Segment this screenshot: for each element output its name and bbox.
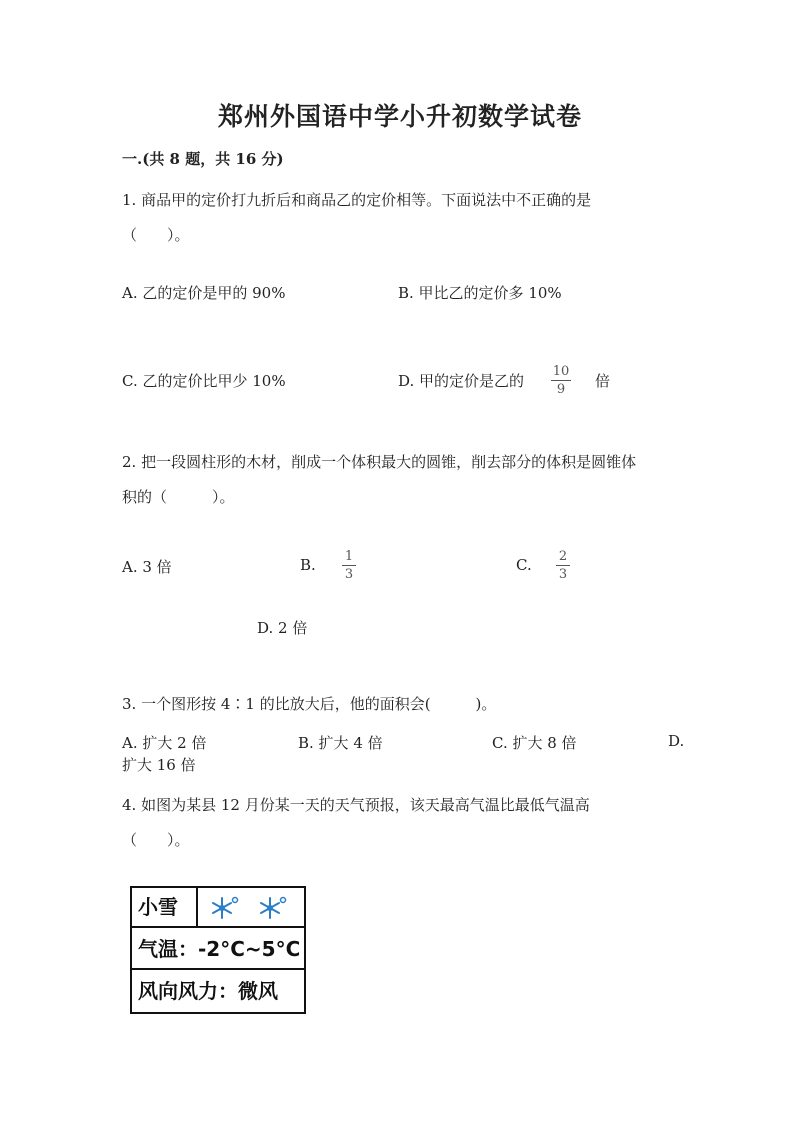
q2-option-b-fraction <box>342 549 356 582</box>
q2-option-a: A. 3 倍 <box>122 558 172 576</box>
q3-option-d-label: D. <box>668 732 685 750</box>
q3-option-a: A. 扩大 2 倍 <box>122 734 207 752</box>
q4-stem-line1: 4. 如图为某县 12 月份某一天的天气预报，该天最高气温比最低气温高 <box>122 796 590 814</box>
weather-wind: 风向风力：微风 <box>138 979 278 1003</box>
fraction-denominator: 3 <box>558 567 568 582</box>
fraction-numerator: 1 <box>344 549 354 564</box>
weather-temperature: 气温：-2°C~5°C <box>138 937 301 961</box>
page-title: 郑州外国语中学小升初数学试卷 <box>217 102 582 131</box>
q2-stem-line2: 积的（ ）。 <box>122 488 235 506</box>
q1-option-c: C. 乙的定价比甲少 10% <box>122 372 286 390</box>
fraction-bar <box>551 380 571 381</box>
weather-icons <box>200 888 304 926</box>
q3-option-d-text: 扩大 16 倍 <box>122 756 196 774</box>
snowflake-icon <box>208 894 240 922</box>
q1-option-d: D. 甲的定价是乙的 <box>398 372 525 390</box>
q1-stem-line2: （ ）。 <box>122 226 190 244</box>
fraction-denominator: 9 <box>556 382 566 397</box>
snowflake-icon <box>256 894 288 922</box>
q3-option-b: B. 扩大 4 倍 <box>298 734 383 752</box>
weather-forecast-card <box>130 886 306 1014</box>
weather-row-condition <box>132 888 304 928</box>
q2-option-d: D. 2 倍 <box>257 619 308 637</box>
q2-option-c-fraction <box>556 549 570 582</box>
q1-stem-line1: 1. 商品甲的定价打九折后和商品乙的定价相等。下面说法中不正确的是 <box>122 191 592 209</box>
q1-option-d-fraction <box>551 364 571 397</box>
section-heading: 一.(共 8 题，共 16 分) <box>122 150 284 168</box>
fraction-denominator: 3 <box>344 567 354 582</box>
q1-option-d-suffix: 倍 <box>595 372 611 390</box>
q2-option-b: B. <box>300 556 316 574</box>
q3-stem: 3. 一个图形按 4∶1 的比放大后，他的面积会( )。 <box>122 695 497 713</box>
fraction-bar <box>342 565 356 566</box>
weather-row-temperature <box>132 928 304 970</box>
q2-stem-line1: 2. 把一段圆柱形的木材，削成一个体积最大的圆锥，削去部分的体积是圆锥体 <box>122 453 637 471</box>
q2-option-c: C. <box>516 556 532 574</box>
fraction-bar <box>556 565 570 566</box>
weather-condition-label: 小雪 <box>132 888 198 926</box>
q1-option-b: B. 甲比乙的定价多 10% <box>398 284 562 302</box>
q3-option-c: C. 扩大 8 倍 <box>492 734 577 752</box>
weather-row-wind <box>132 970 304 1012</box>
q1-option-a: A. 乙的定价是甲的 90% <box>122 284 286 302</box>
fraction-numerator: 2 <box>558 549 568 564</box>
fraction-numerator: 10 <box>552 364 570 379</box>
q4-stem-line2: （ ）。 <box>122 831 190 849</box>
